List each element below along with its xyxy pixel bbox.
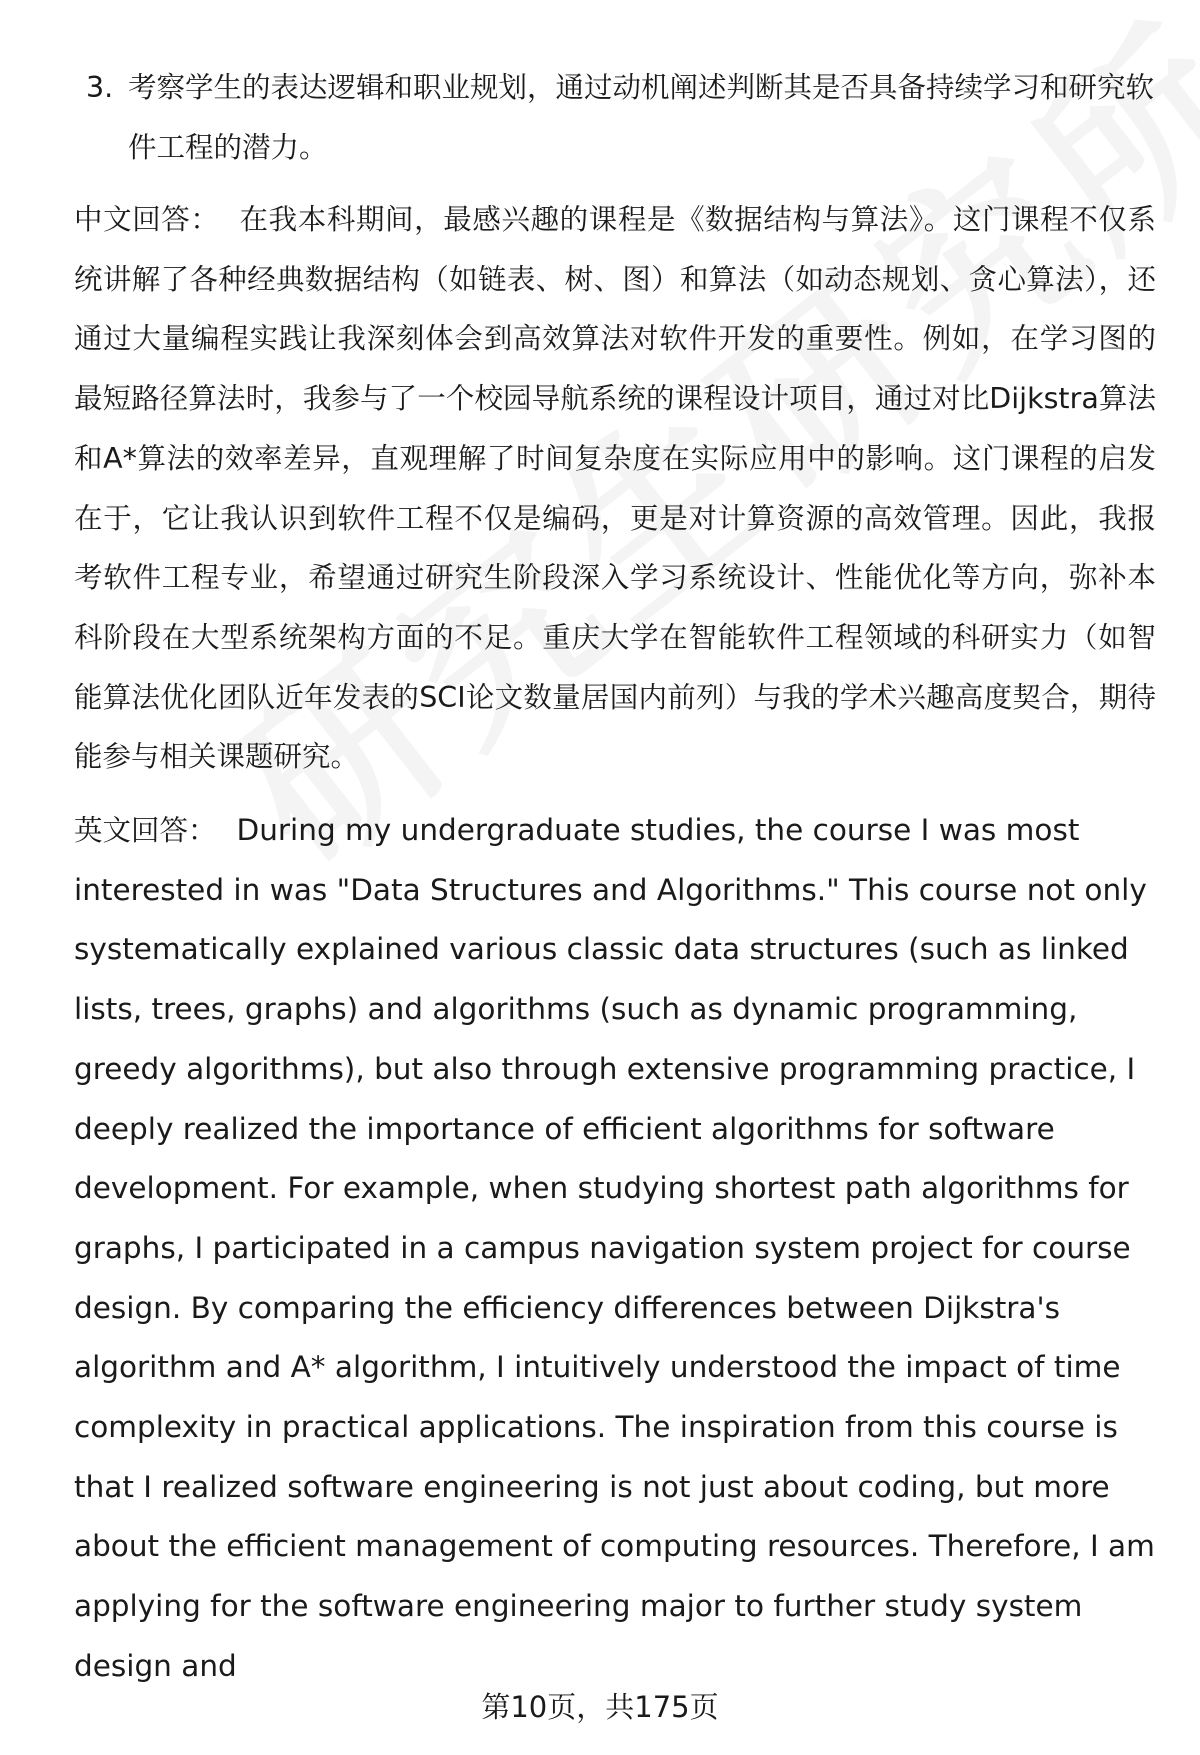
page-footer bbox=[0, 1685, 1200, 1726]
page-content bbox=[74, 58, 1156, 1697]
chinese-answer-label: 中文回答： bbox=[74, 203, 220, 236]
page-number: 第10页，共175页 bbox=[481, 1690, 719, 1724]
english-answer-text: During my undergraduate studies, the course I was most interested in was "Data Structures and Algorithms." This course not only systematically explained various classic data structures (such as linked lists, trees, graphs) and algorithms (such as dynamic programming, greedy algorithms), but also through extensive programming practice, I deeply realized the importance of efficient algorithms for software development. For example, when studying shortest path algorithms for graphs, I participated in a campus navigation system project for course design. By comparing the efficiency differences between Dijkstra's algorithm and A* algorithm, I intuitively understood the impact of time complexity in practical applications. The inspiration from this course is that I realized software engineering is not just about coding, but more about the efficient management of computing resources. Therefore, I am applying for the software engineering major to further study system design and bbox=[74, 813, 1155, 1683]
chinese-answer-paragraph bbox=[74, 190, 1156, 787]
list-item-text: 考察学生的表达逻辑和职业规划，通过动机阐述判断其是否具备持续学习和研究软件工程的潜力。 bbox=[128, 71, 1155, 164]
english-answer-label: 英文回答： bbox=[74, 814, 217, 848]
list-item-number: 3. bbox=[86, 71, 114, 104]
list-item-3 bbox=[86, 58, 1156, 178]
chinese-answer-text: 在我本科期间，最感兴趣的课程是《数据结构与算法》。这门课程不仅系统讲解了各种经典数据结构（如链表、树、图）和算法（如动态规划、贪心算法），还通过大量编程实践让我深刻体会到高效算法对软件开发的重要性。例如，在学习图的最短路径算法时，我参与了一个校园导航系统的课程设计项目，通过对比Dijkstra算法和A*算法的效率差异，直观理解了时间复杂度在实际应用中的影响。这门课程的启发在于，它让我认识到软件工程不仅是编码，更是对计算资源的高效管理。因此，我报考软件工程专业，希望通过研究生阶段深入学习系统设计、性能优化等方向，弥补本科阶段在大型系统架构方面的不足。重庆大学在智能软件工程领域的科研实力（如智能算法优化团队近年发表的SCI论文数量居国内前列）与我的学术兴趣高度契合，期待能参与相关课题研究。 bbox=[74, 203, 1156, 774]
english-answer-paragraph bbox=[74, 801, 1156, 1697]
